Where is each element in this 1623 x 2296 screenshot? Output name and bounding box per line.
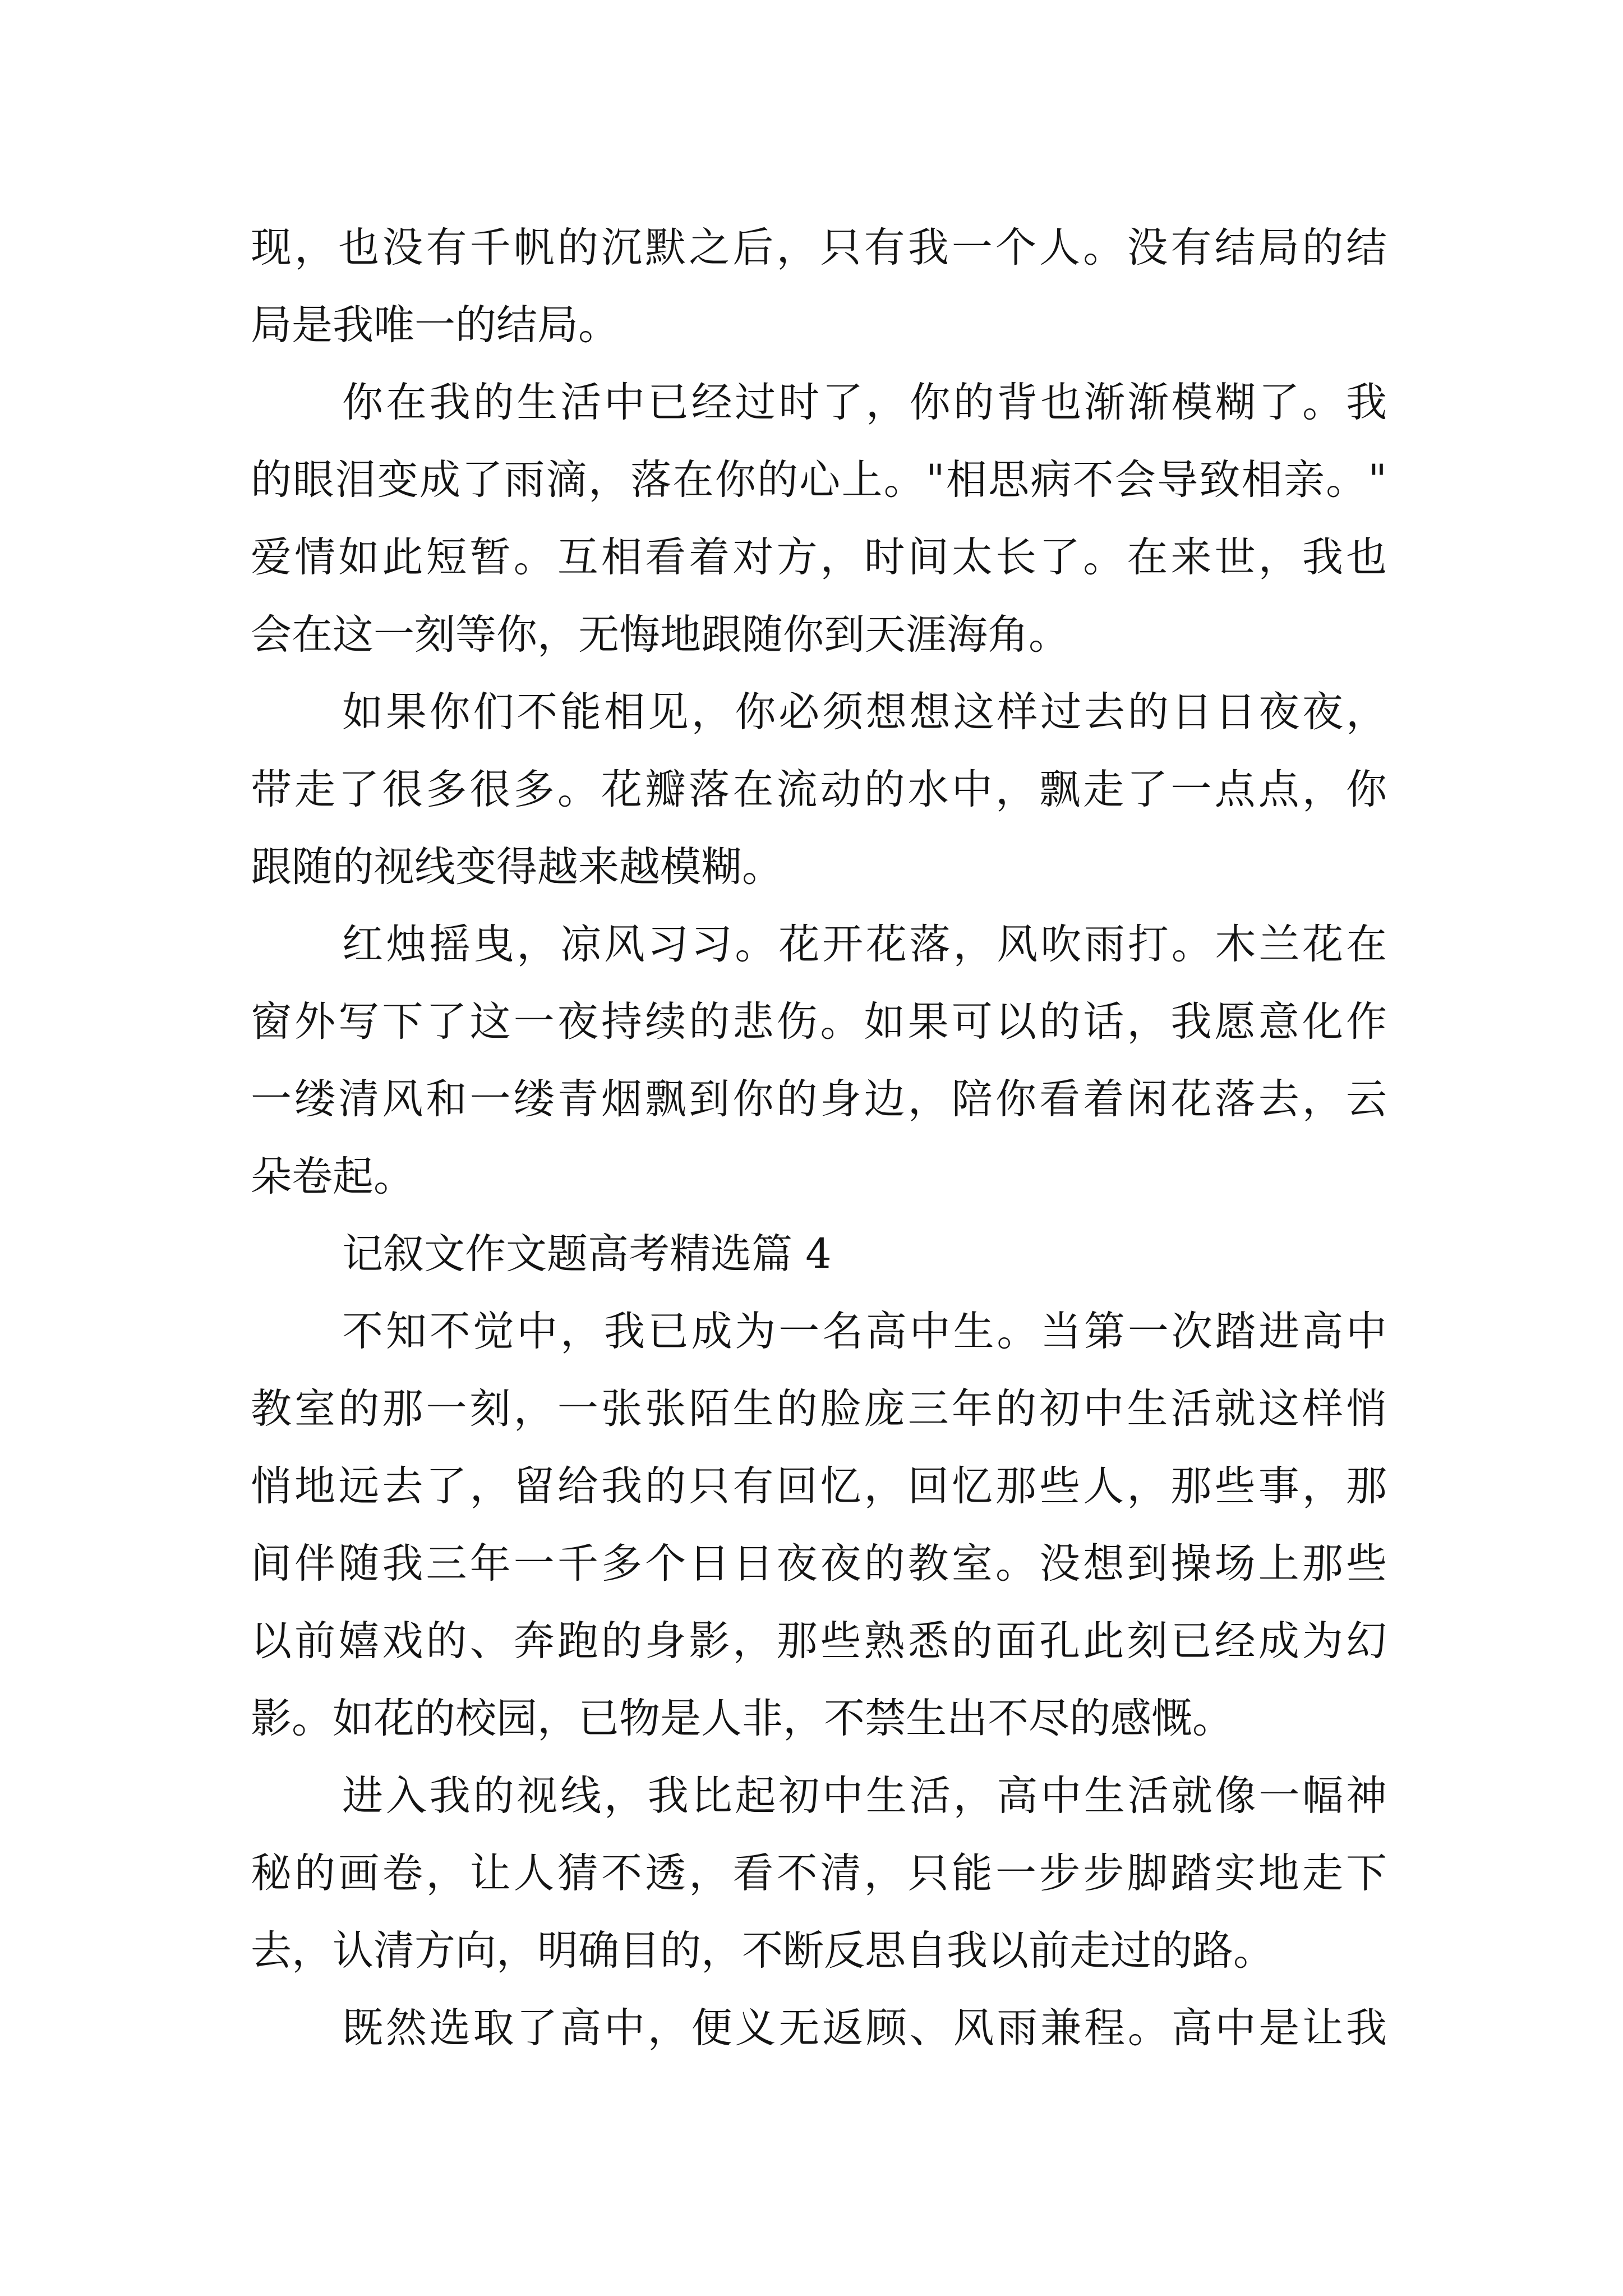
- text-line: 如果你们不能相见，你必须想想这样过去的日日夜夜，: [342, 688, 1387, 736]
- body-text: [251, 209, 1387, 2067]
- text-line: 爱情如此短暂。互相看着对方，时间太长了。在来世，我也: [251, 533, 1387, 581]
- text-line: 你在我的生活中已经过时了，你的背也渐渐模糊了。我: [342, 379, 1387, 426]
- text-line: 教室的那一刻，一张张陌生的脸庞三年的初中生活就这样悄: [251, 1385, 1387, 1433]
- text-line: 以前嬉戏的、奔跑的身影，那些熟悉的面孔此刻已经成为幻: [251, 1617, 1387, 1665]
- text-line: 一缕清风和一缕青烟飘到你的身边，陪你看着闲花落去，云: [251, 1075, 1387, 1123]
- section-heading-text: 记叙文作文题高考精选篇 4: [342, 1230, 832, 1278]
- text-line: 去，认清方向，明确目的，不断反思自我以前走过的路。: [251, 1927, 1274, 1975]
- paragraph: [251, 364, 1387, 674]
- paragraph: [251, 674, 1387, 906]
- text-line: 会在这一刻等你，无悔地跟随你到天涯海角。: [251, 611, 1069, 659]
- text-line: 悄地远去了，留给我的只有回忆，回忆那些人，那些事，那: [251, 1462, 1387, 1510]
- paragraph: [251, 1293, 1387, 1757]
- text-line: 朵卷起。: [251, 1153, 414, 1200]
- text-line: 进入我的视线，我比起初中生活，高中生活就像一幅神: [342, 1772, 1387, 1820]
- text-line: 间伴随我三年一千多个日日夜夜的教室。没想到操场上那些: [251, 1540, 1387, 1588]
- section-heading: [251, 1216, 1387, 1293]
- paragraph: [251, 1757, 1387, 1990]
- text-line: 影。如花的校园，已物是人非，不禁生出不尽的感慨。: [251, 1695, 1233, 1742]
- text-line: 秘的画卷，让人猜不透，看不清，只能一步步脚踏实地走下: [251, 1849, 1387, 1897]
- text-line: 现，也没有千帆的沉默之后，只有我一个人。没有结局的结: [251, 224, 1387, 272]
- text-line: 的眼泪变成了雨滴，落在你的心上。"相思病不会导致相亲。": [251, 456, 1387, 504]
- paragraph: [251, 1990, 1387, 2067]
- paragraph: [251, 906, 1387, 1216]
- text-line: 不知不觉中，我已成为一名高中生。当第一次踏进高中: [342, 1308, 1387, 1355]
- text-line: 既然选取了高中，便义无返顾、风雨兼程。高中是让我: [342, 2004, 1387, 2052]
- text-line: 窗外写下了这一夜持续的悲伤。如果可以的话，我愿意化作: [251, 998, 1387, 1046]
- paragraph: [251, 209, 1387, 364]
- text-line: 红烛摇曳，凉风习习。花开花落，风吹雨打。木兰花在: [342, 921, 1387, 968]
- text-line: 带走了很多很多。花瓣落在流动的水中，飘走了一点点，你: [251, 766, 1387, 813]
- text-line: 局是我唯一的结局。: [251, 301, 619, 349]
- text-line: 跟随的视线变得越来越模糊。: [251, 843, 783, 891]
